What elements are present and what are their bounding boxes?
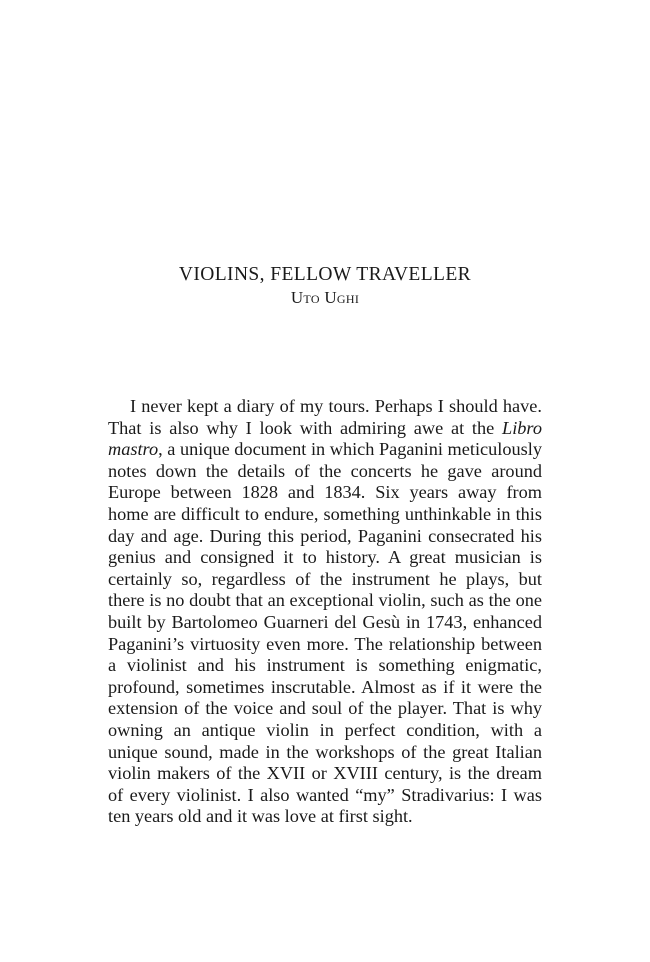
chapter-author: Uto Ughi xyxy=(290,288,360,307)
chapter-title: VIOLINS, FELLOW TRAVELLER xyxy=(178,264,472,285)
body-text-segment: , a unique document in which Paganini meticulously notes down the details of the concerts he gave around Europe between 1828 and 1834. Six years away from home are difficult to endure, something unthinkable in this day and age. During this period, Paganini consecrated his genius and consigned it to history. A great musician is certainly so, regardless of the instrument he plays, but there is no doubt that an exceptional violin, such as the one built by Bartolomeo Guarneri del Gesù in 1743, enhanced Paganini’s virtuosity even more. The relationship between a violinist and his instrument is something enigmatic, profound, sometimes inscrutable. Almost as if it were the extension of the voice and soul of the player. That is why owning an antique violin in perfect condition, with a unique sound, made in the workshops of the great Italian violin makers of the XVII or XVIII century, is the dream of every violinist. I also wanted “my” Stradivarius: I was ten years old and it was love at first sight. xyxy=(108,439,542,827)
body-text-segment: I never kept a diary of my tours. Perhaps I should have. That is also why I look with admiring awe at the xyxy=(108,396,542,438)
book-title-italic: Libro mastro xyxy=(108,417,542,460)
body-paragraph xyxy=(108,396,542,828)
